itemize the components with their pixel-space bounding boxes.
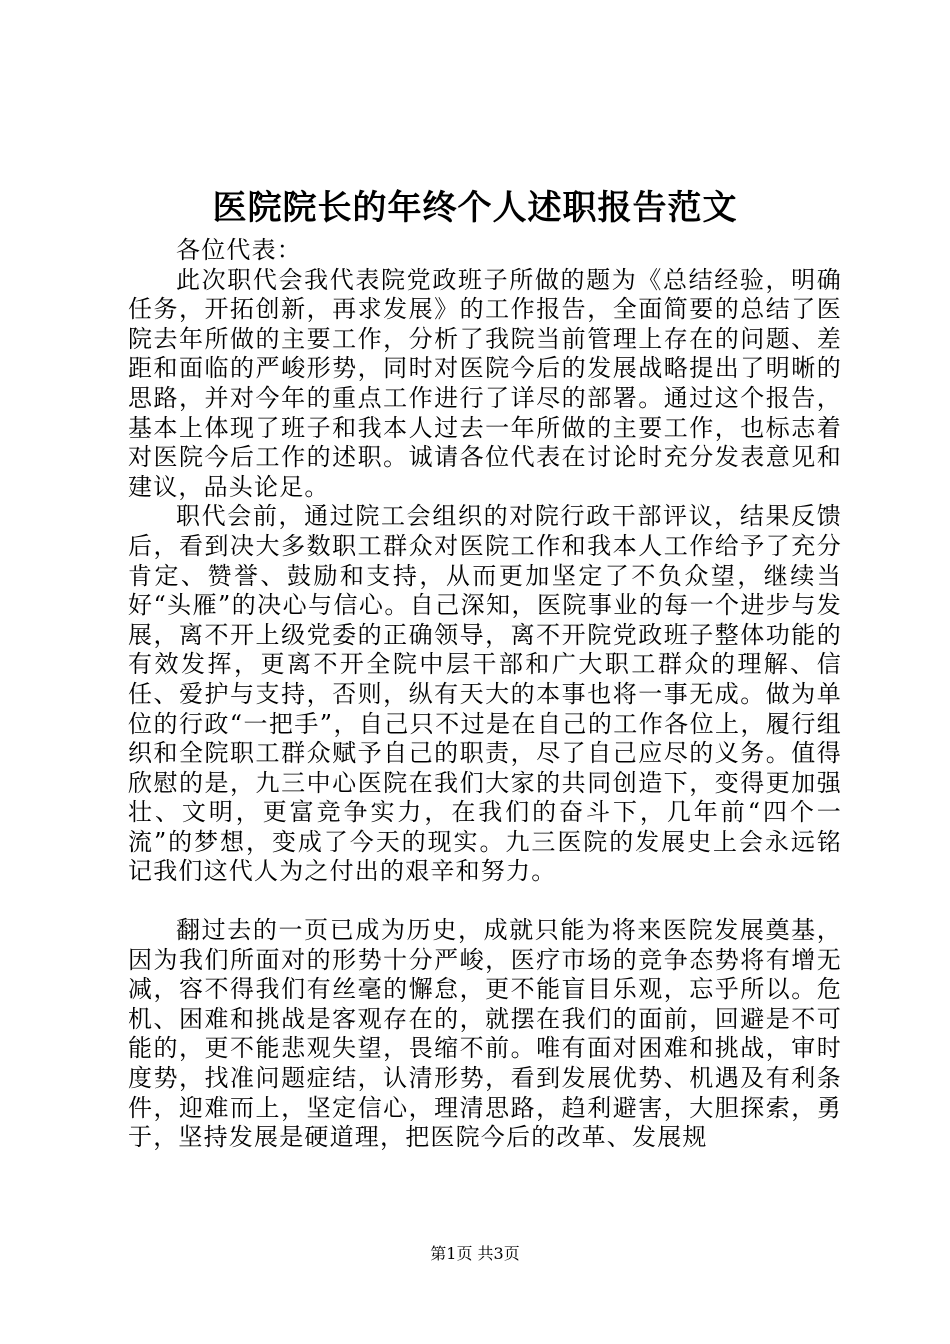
salutation: 各位代表： bbox=[176, 236, 302, 264]
paragraph-3: 翻过去的一页已成为历史，成就只能为将来医院发展奠基，因为我们所面对的形势十分严峻，医疗市场的竞争态势将有增无减，容不得我们有丝毫的懈怠，更不能盲目乐观，忘乎所以。危机、困难和挑战是客观存在的，就摆在我们的面前，回避是不可能的，更不能悲观失望，畏缩不前。唯有面对困难和挑战，审时度势，找准问题症结，认清形势，看到发展优势、机遇及有利条件，迎难而上，坚定信心，理清思路，趋利避害，大胆探索，勇于，坚持发展是硬道理，把医院今后的改革、发展规 bbox=[128, 916, 842, 1152]
document-title: 医院院长的年终个人述职报告范文 bbox=[212, 188, 738, 228]
paragraph-1: 此次职代会我代表院党政班子所做的题为《总结经验，明确任务，开拓创新，再求发展》的工作报告，全面简要的总结了医院去年所做的主要工作，分析了我院当前管理上存在的问题、差距和面临的严峻形势，同时对医院今后的发展战略提出了明晰的思路，并对今年的重点工作进行了详尽的部署。通过这个报告，基本上体现了班子和我本人过去一年所做的主要工作，也标志着对医院今后工作的述职。诚请各位代表在讨论时充分发表意见和建议，品头论足。 bbox=[128, 265, 842, 501]
document-body bbox=[128, 236, 842, 1153]
page-footer: 第1页 共3页 bbox=[430, 1244, 520, 1263]
paragraph-2: 职代会前，通过院工会组织的对院行政干部评议，结果反馈后，看到决大多数职工群众对医院工作和我本人工作给予了充分肯定、赞誉、鼓励和支持，从而更加坚定了不负众望，继续当好“头雁”的决心与信心。自己深知，医院事业的每一个进步与发展，离不开上级党委的正确领导，离不开院党政班子整体功能的有效发挥，更离不开全院中层干部和广大职工群众的理解、信任、爱护与支持，否则，纵有天大的本事也将一事无成。做为单位的行政“一把手”，自己只不过是在自己的工作各位上，履行组织和全院职工群众赋予自己的职责，尽了自己应尽的义务。值得欣慰的是，九三中心医院在我们大家的共同创造下，变得更加强壮、文明，更富竞争实力，在我们的奋斗下，几年前“四个一流”的梦想，变成了今天的现实。九三医院的发展史上会永远铭记我们这代人为之付出的艰辛和努力。 bbox=[128, 502, 842, 886]
